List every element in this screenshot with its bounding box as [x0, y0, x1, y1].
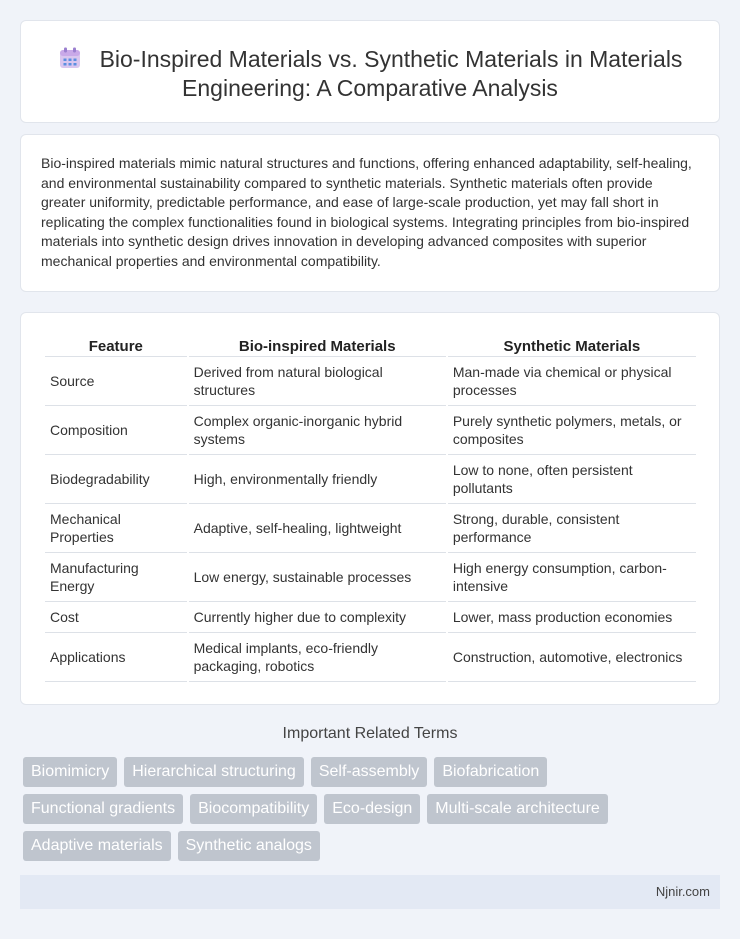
calendar-icon: [58, 46, 82, 70]
feature-cell: Mechanical Properties: [45, 504, 187, 553]
synthetic-cell: Man-made via chemical or physical processes: [448, 357, 696, 406]
bio-cell: Derived from natural biological structures: [189, 357, 446, 406]
bio-cell: Adaptive, self-healing, lightweight: [189, 504, 446, 553]
table-row: [45, 406, 696, 455]
table-row: [45, 633, 696, 682]
synthetic-cell: Construction, automotive, electronics: [448, 633, 696, 682]
table-header-row: [45, 333, 696, 357]
tag-biofabrication[interactable]: Biofabrication: [434, 757, 547, 787]
tag-row: [23, 757, 723, 787]
synthetic-cell: Low to none, often persistent pollutants: [448, 455, 696, 504]
bio-cell: Currently higher due to complexity: [189, 602, 446, 633]
feature-cell: Biodegradability: [45, 455, 187, 504]
bio-cell: Low energy, sustainable processes: [189, 553, 446, 602]
page-title-wrap: [21, 45, 719, 103]
table-row: [45, 455, 696, 504]
synthetic-cell: Lower, mass production economies: [448, 602, 696, 633]
header-bio-inspired: Bio-inspired Materials: [189, 333, 446, 357]
feature-cell: Cost: [45, 602, 187, 633]
feature-cell: Manufacturing Energy: [45, 553, 187, 602]
tag-biocompatibility[interactable]: Biocompatibility: [190, 794, 317, 824]
synthetic-cell: High energy consumption, carbon-intensive: [448, 553, 696, 602]
table-row: [45, 553, 696, 602]
footer-brand[interactable]: Njnir.com: [655, 884, 710, 899]
footer: [20, 875, 720, 909]
tag-hierarchical-structuring[interactable]: Hierarchical structuring: [124, 757, 304, 787]
bio-cell: High, environmentally friendly: [189, 455, 446, 504]
tag-eco-design[interactable]: Eco-design: [324, 794, 420, 824]
synthetic-cell: Strong, durable, consistent performance: [448, 504, 696, 553]
intro-card: [20, 134, 720, 292]
header-synthetic: Synthetic Materials: [448, 333, 696, 357]
tag-biomimicry[interactable]: Biomimicry: [23, 757, 117, 787]
comparison-table-card: [20, 312, 720, 705]
tag-row: [23, 831, 723, 861]
title-card: [20, 20, 720, 123]
tag-self-assembly[interactable]: Self-assembly: [311, 757, 427, 787]
header-feature: Feature: [45, 333, 187, 357]
related-terms-tags: [23, 757, 723, 868]
tag-row: [23, 794, 723, 824]
tag-multi-scale-architecture[interactable]: Multi-scale architecture: [427, 794, 608, 824]
feature-cell: Applications: [45, 633, 187, 682]
related-terms-heading: Important Related Terms: [282, 725, 458, 742]
tag-adaptive-materials[interactable]: Adaptive materials: [23, 831, 171, 861]
feature-cell: Source: [45, 357, 187, 406]
intro-paragraph: Bio-inspired materials mimic natural structures and functions, offering enhanced adaptability, self-healing, and environmental sustainability compared to synthetic materials. Synthetic materials often provide greater uniformity, predictable performance, and ease of large-scale production, yet may fall short in replicating the complex functionalities found in biological systems. Integrating principles from bio-inspired materials into synthetic design drives innovation in developing advanced composites with superior mechanical properties and environmental compatibility.: [41, 155, 692, 269]
comparison-table: [43, 333, 698, 682]
table-row: [45, 602, 696, 633]
table-row: [45, 504, 696, 553]
feature-cell: Composition: [45, 406, 187, 455]
table-row: [45, 357, 696, 406]
tag-synthetic-analogs[interactable]: Synthetic analogs: [178, 831, 320, 861]
synthetic-cell: Purely synthetic polymers, metals, or composites: [448, 406, 696, 455]
bio-cell: Medical implants, eco-friendly packaging, robotics: [189, 633, 446, 682]
page-title: Bio-Inspired Materials vs. Synthetic Materials in Materials Engineering: A Comparative Analysis: [99, 46, 683, 101]
bio-cell: Complex organic-inorganic hybrid systems: [189, 406, 446, 455]
tag-functional-gradients[interactable]: Functional gradients: [23, 794, 183, 824]
